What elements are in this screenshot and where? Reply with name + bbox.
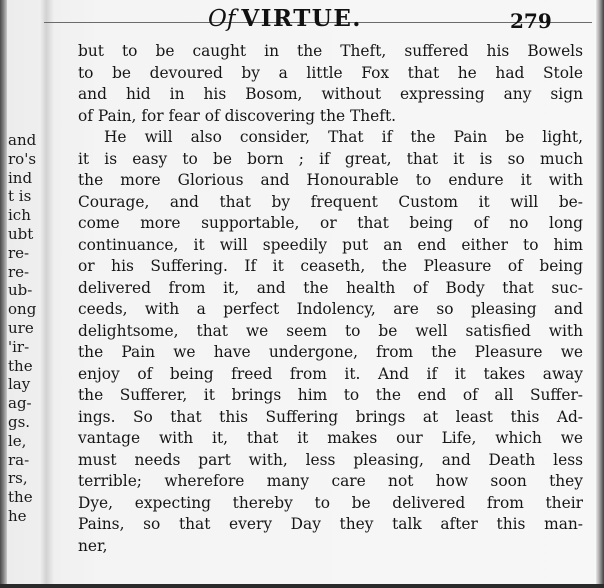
text-line: or his Suffering. If it ceaseth, the Pleasure of being bbox=[78, 257, 583, 275]
text-line: enjoy of being freed from it. And if it takes away bbox=[78, 364, 583, 383]
fragment-line: ong bbox=[8, 300, 37, 319]
text-line: of Pain, for fear of discovering the Theft. bbox=[78, 106, 397, 125]
text-line: must needs part with, less pleasing, and Death less bbox=[78, 450, 583, 469]
text-line: delivered from it, and the health of Body that suc- bbox=[78, 278, 583, 297]
running-head-prefix: Of bbox=[208, 6, 236, 32]
paragraph-start-line: He will also consider, That if the Pain be light, bbox=[104, 128, 583, 146]
text-line: the Pain we have undergone, from the Pleasure we bbox=[78, 343, 583, 361]
running-head-title bbox=[208, 5, 362, 32]
fragment-line: ubt bbox=[8, 224, 34, 243]
text-line: come more supportable, or that being of no long bbox=[78, 214, 583, 232]
text-line: terrible; wherefore many care not how soon they bbox=[78, 472, 583, 490]
text-line: ceeds, with a perfect Indolency, are so pleasing and bbox=[78, 300, 583, 318]
text-line: Pains, so that every Day they talk after this man- bbox=[78, 515, 583, 533]
text-line: continuance, it will speedily put an end either to him bbox=[78, 235, 583, 254]
fragment-line: re- bbox=[8, 243, 30, 262]
fragment-line: ub- bbox=[8, 281, 33, 300]
text-line: Courage, and that by frequent Custom it will be- bbox=[78, 192, 583, 211]
text-line: to be devoured by a little Fox that he had Stole bbox=[78, 63, 583, 82]
fragment-line: the bbox=[8, 356, 33, 375]
fragment-line: ure bbox=[8, 318, 34, 337]
fragment-line: le, bbox=[8, 431, 27, 450]
page-number: 279 bbox=[510, 9, 552, 33]
text-line: it is easy to be born ; if great, that it is so much bbox=[78, 149, 583, 168]
fragment-line: ro's bbox=[8, 149, 37, 168]
viewer-bottom-edge bbox=[0, 584, 604, 588]
fragment-line: t is bbox=[8, 187, 32, 206]
text-line: ings. So that this Suffering brings at least this Ad- bbox=[78, 407, 583, 426]
fragment-line: 'ir- bbox=[8, 337, 30, 356]
fragment-line: gs. bbox=[8, 412, 31, 431]
fragment-line: the bbox=[8, 488, 33, 507]
viewer-left-edge bbox=[0, 0, 7, 588]
running-head-word: VIRTUE. bbox=[241, 5, 362, 32]
text-line: Dye, expecting thereby to be delivered from their bbox=[78, 493, 583, 512]
text-line: the Sufferer, it brings him to the end of all Suffer- bbox=[78, 386, 583, 404]
previous-page-fragment-column bbox=[8, 131, 44, 526]
text-line: the more Glorious and Honourable to endure it with bbox=[78, 171, 583, 189]
text-line: and hid in his Bosom, without expressing any sign bbox=[78, 85, 583, 103]
fragment-line: and bbox=[8, 131, 37, 149]
fragment-line: rs, bbox=[8, 469, 28, 488]
fragment-line: ag- bbox=[8, 394, 32, 413]
fragment-line: ra- bbox=[8, 450, 30, 469]
fragment-line: re- bbox=[8, 262, 30, 281]
text-line: ner, bbox=[78, 536, 108, 555]
text-line: delightsome, that we seem to be well satisfied with bbox=[78, 321, 583, 340]
text-line: but to be caught in the Theft, suffered his Bowels bbox=[78, 42, 583, 60]
running-head bbox=[0, 0, 604, 40]
fragment-line: he bbox=[8, 506, 27, 525]
body-text bbox=[78, 41, 583, 557]
text-line: vantage with it, that it makes our Life, which we bbox=[78, 429, 583, 447]
viewer-right-edge bbox=[596, 0, 604, 588]
fragment-line: lay bbox=[8, 375, 31, 394]
fragment-line: ind bbox=[8, 168, 33, 187]
fragment-line: ich bbox=[8, 206, 31, 225]
